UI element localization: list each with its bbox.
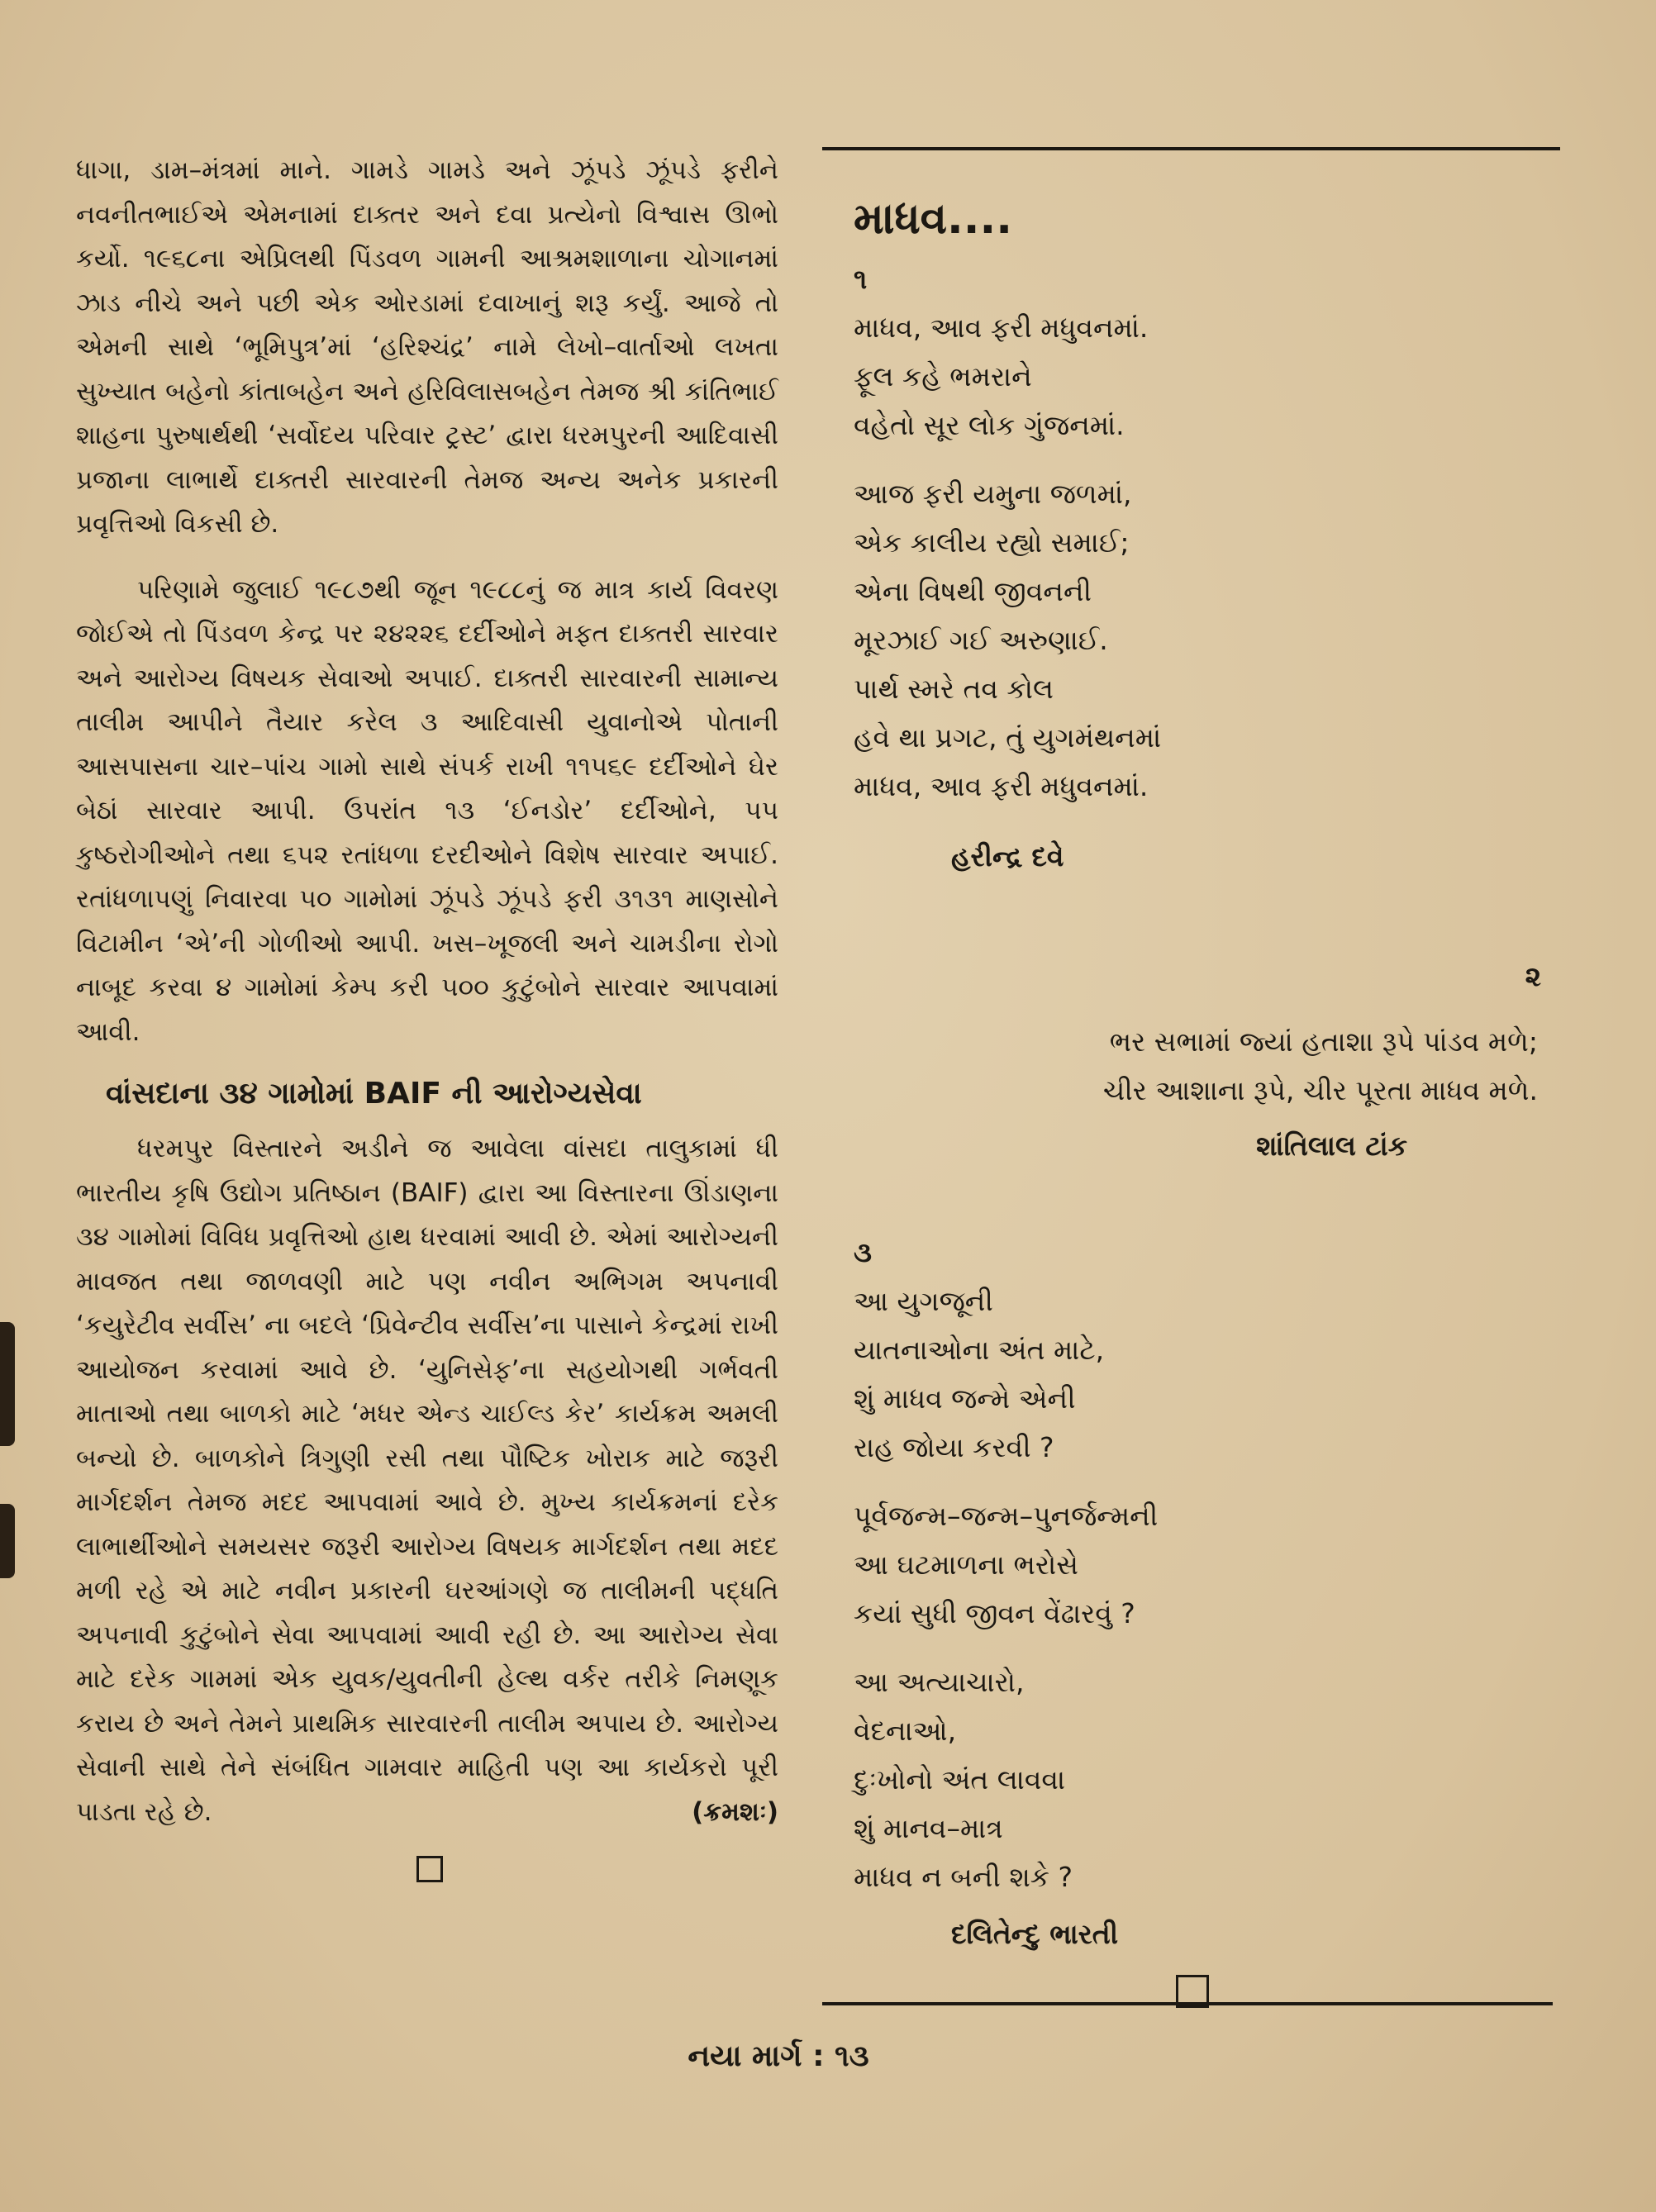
- stanza-gap: [854, 1638, 1556, 1658]
- poem-author: દલિતેન્દુ ભારતી: [951, 1918, 1119, 1950]
- page-edge-tear: [0, 1504, 15, 1578]
- article-paragraph-text: ધરમપુર વિસ્તારને અડીને જ આવેલા વાંસદા તાલુકામાં ધી ભારતીય કૃષિ ઉદ્યોગ પ્રતિષ્ઠાન (BAIF) દ્વારા આ વિસ્તારના ઊંડાણના ૩૪ ગામોમાં વિવિધ પ્રવૃત્તિઓ હાથ ધરવામાં આવી છે. એમાં આરોગ્યની માવજત તથા જાળવણી માટે પણ નવીન અભિગમ અપનાવી ‘કયુરેટીવ સર્વીસ’ ના બદલે ‘પ્રિવેન્ટીવ સર્વીસ’ના પાસાને કેન્દ્રમાં રાખી આયોજન કરવામાં આવે છે. ‘યુનિસેફ’ના સહયોગથી ગર્ભવતી માતાઓ તથા બાળકો માટે ‘મધર એન્ડ ચાઈલ્ડ કેર’ કાર્યક્રમ અમલી બન્યો છે. બાળકોને ત્રિગુણી રસી તથા પૌષ્ટિક ખોરાક માટે જરૂરી માર્ગદર્શન તેમજ મદદ આપવામાં આવે છે. મુખ્ય કાર્યક્રમનાં દરેક લાભાર્થીઓને સમયસર જરૂરી આરોગ્ય વિષયક માર્ગદર્શન તથા મદદ મળી રહે એ માટે નવીન પ્રકારની ઘરઆંગણે જ તાલીમની પદ્ધતિ અપનાવી કુટુંબોને સેવા આપવામાં આવી રહી છે. આ આરોગ્ય સેવા માટે દરેક ગામમાં એક યુવક/યુવતીની હેલ્થ વર્કર તરીકે નિમણૂક કરાય છે અને તેમને પ્રાથમિક સારવારની તાલીમ અપાય છે. આરોગ્ય સેવાની સાથે તેને સંબંધિત ગામવાર માહિતી પણ આ કાર્યકરો પૂરી પાડતા રહે છે.: [76, 1134, 778, 1827]
- poem-line: માધવ, આવ ફરી મધુવનમાં.: [854, 312, 1149, 344]
- article-paragraph: પરિણામે જુલાઈ ૧૯૮૭થી જૂન ૧૯૮૮નું જ માત્ર કાર્ય વિવરણ જોઈએ તો પિંડવળ કેન્દ્ર પર ૨૪૨૨૬ દર્દીઓને મફત દાક્તરી સારવાર અને આરોગ્ય વિષયક સેવાઓ અપાઈ. દાક્તરી સારવારની સામાન્ય તાલીમ આપીને તૈયાર કરેલ ૩ આદિવાસી યુવાનોએ પોતાની આસપાસના ચાર–પાંચ ગામો સાથે સંપર્ક રાખી ૧૧૫૬૯ દર્દીઓને ઘેર બેઠાં સારવાર આપી. ઉપરાંત ૧૩ ‘ઈનડોર’ દર્દીઓને, ૫૫ કુષ્ઠરોગીઓને તથા ૬૫૨ રતાંધળા દરદીઓને વિશેષ સારવાર અપાઈ. રતાંધળાપણું નિવારવા ૫૦ ગામોમાં ઝૂંપડે ઝૂંપડે ફરી ૩૧૩૧ માણસોને વિટામીન ‘એ’ની ગોળીઓ આપી. ખસ–ખૂજલી અને ચામડીના રોગો નાબૂદ કરવા ૪ ગામોમાં કેમ્પ કરી ૫૦૦ કુટુંબોને સારવાર આપવામાં આવી.: [76, 574, 778, 1047]
- poem-number: ૨: [1525, 960, 1541, 992]
- poem-line: પૂર્વજન્મ–જન્મ–પુનર્જન્મની: [854, 1500, 1159, 1532]
- poem-line: રાહ જોયા કરવી ?: [854, 1431, 1054, 1463]
- end-mark-icon: [416, 1856, 443, 1882]
- poem-line: ભર સભામાં જ્યાં હતાશા રૂપે પાંડવ મળે;: [1109, 1025, 1538, 1058]
- article-paragraph: [76, 1127, 778, 1834]
- divider-rule: [822, 147, 1560, 150]
- poem-line: કયાં સુધી જીવન વેંઢારવું ?: [854, 1597, 1135, 1629]
- stanza-gap: [854, 1472, 1556, 1491]
- poem-line: હવે થા પ્રગટ, તું યુગમંથનમાં: [854, 721, 1162, 754]
- poem-line: એના વિષથી જીવનની: [854, 575, 1092, 607]
- poem-line: આજ ફરી યમુના જળમાં,: [854, 478, 1132, 510]
- poem-line: આ ઘટમાળના ભરોસે: [854, 1548, 1078, 1581]
- poem-line: માધવ, આવ ફરી મધુવનમાં.: [854, 770, 1149, 802]
- stanza-gap: [854, 450, 1556, 469]
- poem-line: શું માધવ જન્મે એની: [854, 1382, 1076, 1415]
- poem-line: આ અત્યાચારો,: [854, 1666, 1025, 1698]
- page-footer: નયા માર્ગ : ૧૩: [688, 2039, 869, 2073]
- poem-line: ચીર આશાના રૂપે, ચીર પૂરતા માધવ મળે.: [1102, 1074, 1538, 1106]
- poem-line: શું માનવ–માત્ર: [854, 1812, 1003, 1844]
- poem-number: ૩: [854, 1236, 872, 1268]
- divider-rule: [822, 2002, 1553, 2005]
- poem-line: મૂરઝાઈ ગઈ અરુણાઈ.: [854, 624, 1108, 656]
- poem-line: પાર્થ સ્મરે તવ કોલ: [854, 673, 1054, 705]
- poem-line: આ યુગજૂની: [854, 1285, 993, 1317]
- poem-line: વહેતો સૂર લોક ગુંજનમાં.: [854, 409, 1125, 441]
- poem-line: યાતનાઓના અંત માટે,: [854, 1334, 1105, 1366]
- poem-title: માધવ....: [854, 194, 1013, 244]
- left-column: [76, 149, 778, 1882]
- right-column: [854, 165, 1556, 2008]
- poem-line: વેદનાઓ,: [854, 1715, 957, 1747]
- poem-number: ૧: [854, 263, 868, 295]
- poem-line: દુઃખોનો અંત લાવવા: [854, 1763, 1066, 1796]
- poem-line: ફૂલ કહે ભમરાને: [854, 360, 1032, 392]
- poem-author: હરીન્દ્ર દવે: [951, 840, 1064, 873]
- article-paragraph: ધાગા, ડામ–મંત્રમાં માને. ગામડે ગામડે અને ઝૂંપડે ઝૂંપડે ફરીને નવનીતભાઈએ એમનામાં દાક્તર અને દવા પ્રત્યેનો વિશ્વાસ ઊભો કર્યો. ૧૯૬૮ના એપ્રિલથી પિંડવળ ગામની આશ્રમશાળાના ચોગાનમાં ઝાડ નીચે અને પછી એક ઓરડામાં દવાખાનું શરૂ કર્યું. આજે તો એમની સાથે ‘ભૂમિપુત્ર’માં ‘હરિશ્ચંદ્ર’ નામે લેખો–વાર્તાઓ લખતા સુખ્યાત બહેનો કાંતાબહેન અને હરિવિલાસબહેન તેમજ શ્રી કાંતિભાઈ શાહના પુરુષાર્થથી ‘સર્વોદય પરિવાર ટ્રસ્ટ’ દ્વારા ધરમપુરની આદિવાસી પ્રજાના લાભાર્થે દાક્તરી સારવારની તેમજ અન્ય અનેક પ્રકારની પ્રવૃત્તિઓ વિકસી છે.: [76, 155, 778, 539]
- page-edge-tear: [0, 1322, 15, 1446]
- continued-label: (ક્રમશઃ): [692, 1796, 778, 1827]
- poem-line: એક કાલીય રહ્યો સમાઈ;: [854, 526, 1130, 559]
- poem-line: માધવ ન બની શકે ?: [854, 1861, 1073, 1893]
- poem-author: શાંતિલાલ ટાંક: [1256, 1130, 1407, 1162]
- section-heading: વાંસદાના ૩૪ ગામોમાં BAIF ની આરોગ્યસેવા: [106, 1077, 642, 1111]
